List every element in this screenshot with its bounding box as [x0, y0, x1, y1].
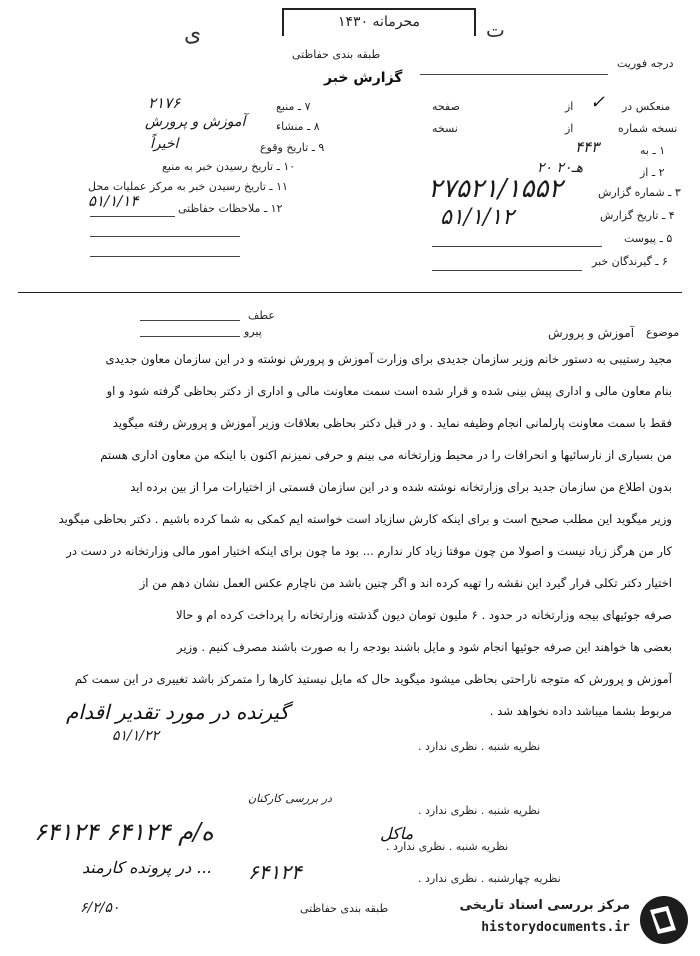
- notes-line-3: [90, 256, 240, 257]
- field-label-recipients: ۶ ـ گیرندگان خبر: [592, 255, 668, 268]
- body-line: مربوط بشما میباشد داده نخواهد شد .: [489, 704, 672, 718]
- opinion-line: نظریه چهارشنبه . نظری ندارد .: [418, 872, 561, 885]
- atf-label: عطف: [248, 309, 275, 322]
- subject-label: موضوع: [646, 326, 680, 339]
- handwritten-note-3-number: ۶۴۱۲۴: [248, 860, 302, 884]
- corner-mark-right: ت: [486, 18, 505, 42]
- field-label-copy: نسخه شماره: [618, 122, 678, 135]
- field-label-from-2: از: [565, 122, 574, 135]
- field-label-report-number: ۳ ـ شماره گزارش: [598, 186, 681, 199]
- field-label-origin: ۸ ـ منشاء: [276, 120, 320, 133]
- priority-label: درجه فوریت: [617, 57, 674, 70]
- field-label-page: صفحه: [432, 100, 460, 113]
- body-line: بعضی ها خواهند این صرفه جوئیها انجام شود و مایل باشند بودجه را به صورت باشند مصرف کنیم . وزیر: [176, 640, 672, 654]
- opinion-line: نظریه شنبه . نظری ندارد .: [386, 840, 509, 853]
- archive-logo-text-fa: مرکز بررسی اسناد تاریخی: [459, 898, 630, 913]
- field-label-arrival-source: ۱۰ ـ تاریخ رسیدن خبر به منبع: [162, 160, 296, 173]
- field-value-source: ۲۱۷۶: [148, 94, 181, 112]
- field-label-security-notes: ۱۲ ـ ملاحظات حفاظتی: [178, 202, 283, 215]
- handwritten-note-1: گیرنده در مورد تقدیر اقدام: [66, 700, 290, 724]
- field-value-to: ۴۴۳: [575, 138, 600, 156]
- field-label-report-date: ۴ ـ تاریخ گزارش: [600, 209, 675, 222]
- handwritten-note-2: در بررسی کارکنان: [248, 792, 332, 805]
- field-value-report-date: ۵۱/۱/۱۲: [440, 205, 514, 230]
- field-value-report-number: ۲۷۵۲۱/۱۵۵۲: [428, 174, 563, 204]
- handwritten-note-2-number: ۶۴۱۲۴ ۶۴۱۲۴ ه/م: [34, 818, 214, 846]
- field-value-arrival-center: ۵۱/۱/۱۴: [88, 192, 139, 210]
- recipients-line: [432, 270, 582, 271]
- report-title: گزارش خبر: [324, 70, 403, 86]
- body-line: بنام معاون مالی و اداری پیش بینی شده و قرار شده است سمت معاونت مالی و اداری از دکتر بحاظی گرفته شود و او: [106, 384, 672, 398]
- signature-mark-1: ماکل: [380, 824, 414, 843]
- archive-logo-icon: [638, 894, 690, 946]
- notes-line-1: [90, 216, 175, 217]
- body-line: بدون اطلاع من سازمان جدید برای وزارتخانه نوشته شده و در این سازمان قسمتی از اختیارات مرا از بین برده اید: [130, 480, 672, 494]
- body-line: وزیر میگوید این مطلب صحیح است و برای اینکه کارش سازیاد است خواسته ایم کمکی به شما کرده باشیم . دکتر بحاظی میگوید: [58, 512, 672, 526]
- field-value-event-date: اخیراً: [150, 136, 179, 152]
- priority-line: [420, 74, 608, 75]
- subject-value: آموزش و پرورش: [548, 326, 635, 340]
- field-label-from: از: [565, 100, 574, 113]
- body-line: آموزش و پرورش که متوجه ناراحتی بحاظی میشود میگوید حال که مایل نیستید کارها را متمرکز باشد تغییری در این سمت کم: [74, 672, 672, 686]
- separator-top: [18, 292, 682, 293]
- field-label-arrival-center: ۱۱ ـ تاریخ رسیدن خبر به مرکز عملیات محل: [88, 180, 288, 193]
- peiro-label: پیرو: [244, 325, 262, 338]
- field-value-from: ۲۰ هـ۲۰: [537, 160, 584, 176]
- field-label-copy-2: نسخه: [432, 122, 458, 135]
- body-line: صرفه جوئیهای بیجه وزارتخانه در حدود . ۶ ملیون تومان دیون گذشته وزارتخانه را پرداخت کرده ام و حالا: [176, 608, 672, 622]
- handwritten-note-1-date: ۵۱/۱/۲۲: [112, 728, 160, 744]
- handwritten-note-5: ۶/۲/۵۰: [80, 900, 120, 916]
- classification-label-bottom: طبقه بندی حفاظتی: [300, 902, 389, 915]
- field-mark-monakes: ✓: [590, 92, 606, 113]
- archive-logo: [452, 894, 690, 946]
- body-line: فقط با سمت معاونت پارلمانی انجام وظیفه نماید . و در قبل دکتر بحاظی بعلاقات وزیر آموزش و پرورش رفته میگوید: [112, 416, 672, 430]
- body-line: کار من هرگز زیاد نیست و اصولا من چون موقتا زیاد کار ندارم ... بود ما چون برای اینکه اختیار امور مالی وزارتخانه در دست در: [66, 544, 672, 558]
- handwritten-note-3: در پرونده کارمند ...: [82, 858, 212, 877]
- field-label-event-date: ۹ ـ تاریخ وقوع: [260, 141, 325, 154]
- corner-mark-left: ى: [184, 22, 202, 47]
- field-label-monakes: منعکس در: [622, 100, 671, 113]
- archive-logo-text-en: historydocuments.ir: [481, 920, 630, 935]
- attachment-line: [432, 246, 602, 247]
- classification-stamp: ۱۴۳۰ محرمانه: [282, 8, 476, 36]
- field-label-from-3: ۲ ـ از: [640, 166, 665, 179]
- field-label-source: ۷ ـ منبع: [276, 100, 311, 113]
- body-line: مجید رستیبی به دستور خانم وزیر سازمان جدیدی برای وزارت آموزش و پرورش نوشته و در این سازمان معاون جدیدی: [105, 352, 672, 366]
- peiro-line: [140, 336, 240, 337]
- notes-line-2: [90, 236, 240, 237]
- atf-line: [140, 320, 240, 321]
- opinion-line: نظریه شنبه . نظری ندارد .: [418, 804, 541, 817]
- field-label-attachment: ۵ ـ پیوست: [624, 232, 673, 245]
- body-line: اختیار دکتر تکلی قرار گیرد این نقشه را تهیه کرده اند و اگر چنین باشد من ناچارم عکس العمل نشان دهم من از: [139, 576, 672, 590]
- body-line: من بسیاری از نارسائیها و انحرافات را در محیط وزارتخانه می بینم و حرفی نمیزنم اکنون با اینکه من معاون اداری هستم: [100, 448, 672, 462]
- field-value-origin: آموزش و پرورش: [145, 114, 246, 130]
- classification-label-top: طبقه بندی حفاظتی: [292, 48, 381, 61]
- opinion-line: نظریه شنبه . نظری ندارد .: [418, 740, 541, 753]
- field-label-to: ۱ ـ به: [640, 144, 666, 157]
